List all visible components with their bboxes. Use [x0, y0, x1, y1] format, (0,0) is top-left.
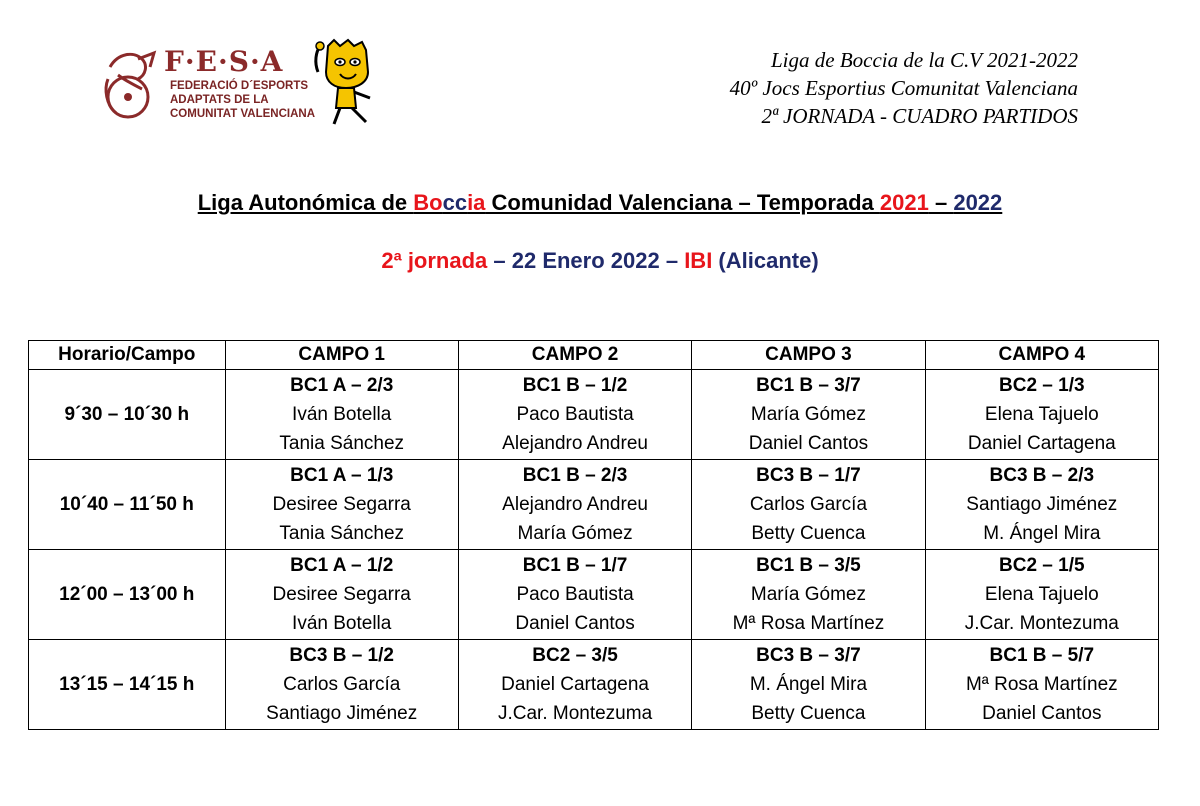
- match-cell: [458, 370, 691, 460]
- player-name: Betty Cuenca: [751, 703, 866, 724]
- player-name: Tania Sánchez: [279, 433, 405, 454]
- match-code: BC2 – 3/5: [532, 645, 618, 666]
- player-name: Daniel Cartagena: [967, 433, 1116, 454]
- schedule-table: [28, 340, 1159, 730]
- player-name: Mª Rosa Martínez: [965, 674, 1118, 695]
- match-code: BC1 B – 1/2: [522, 375, 628, 396]
- column-header: CAMPO 2: [458, 341, 691, 370]
- player-name: Iván Botella: [292, 613, 392, 634]
- player-name: María Gómez: [750, 584, 866, 605]
- match-cell: [225, 370, 458, 460]
- player-name: Desiree Segarra: [272, 584, 411, 605]
- title-cc: cc: [442, 190, 468, 215]
- time-slot: 12´00 – 13´00 h: [29, 550, 226, 640]
- match-cell: [692, 550, 925, 640]
- player-name: Daniel Cantos: [982, 703, 1102, 724]
- document-header: [730, 46, 1078, 130]
- title-year-2: 2022: [953, 190, 1003, 215]
- match-cell: [692, 460, 925, 550]
- column-header: CAMPO 3: [692, 341, 925, 370]
- player-name: María Gómez: [750, 404, 866, 425]
- player-name: Paco Bautista: [516, 404, 634, 425]
- player-name: Carlos García: [749, 494, 868, 515]
- match-cell: [925, 460, 1158, 550]
- match-cell: [225, 550, 458, 640]
- title-year-1: 2021: [879, 190, 929, 215]
- player-name: Mª Rosa Martínez: [732, 613, 885, 634]
- player-name: J.Car. Montezuma: [964, 613, 1119, 634]
- match-code: BC3 B – 1/7: [756, 465, 861, 486]
- fesa-line: FEDERACIÓ D´ESPORTS: [170, 80, 309, 92]
- column-header: CAMPO 4: [925, 341, 1158, 370]
- page-subtitle: [0, 248, 1200, 274]
- fesa-brand: F·E·S·A: [164, 45, 284, 78]
- match-cell: [925, 640, 1158, 730]
- player-name: Daniel Cantos: [515, 613, 635, 634]
- match-cell: [925, 370, 1158, 460]
- match-code: BC3 B – 3/7: [756, 645, 861, 666]
- fesa-subtitle: [170, 79, 315, 121]
- header-games: 40º Jocs Esportius Comunitat Valenciana: [729, 76, 1078, 100]
- table-row: [29, 460, 1159, 550]
- match-code: BC2 – 1/5: [999, 555, 1085, 576]
- match-code: BC1 A – 2/3: [290, 375, 394, 396]
- subtitle-date: – 22 Enero 2022 –: [487, 248, 685, 273]
- match-code: BC2 – 1/3: [999, 375, 1085, 396]
- match-code: BC1 A – 1/3: [290, 465, 394, 486]
- title-text-2: Comunidad Valenciana – Temporada: [485, 190, 880, 215]
- match-code: BC3 B – 1/2: [289, 645, 394, 666]
- match-code: BC1 B – 5/7: [989, 645, 1095, 666]
- wheelchair-emblem-icon: [98, 45, 160, 123]
- player-name: M. Ángel Mira: [749, 674, 868, 695]
- player-name: Santiago Jiménez: [266, 703, 418, 724]
- title-bo: Bo: [413, 190, 443, 215]
- column-header: Horario/Campo: [29, 341, 226, 370]
- player-name: Tania Sánchez: [279, 523, 405, 544]
- player-name: Santiago Jiménez: [966, 494, 1118, 515]
- table-row: [29, 640, 1159, 730]
- player-name: Paco Bautista: [516, 584, 634, 605]
- match-cell: [458, 460, 691, 550]
- column-header: CAMPO 1: [225, 341, 458, 370]
- match-code: BC1 B – 1/7: [522, 555, 628, 576]
- match-cell: [692, 370, 925, 460]
- player-name: Elena Tajuelo: [984, 404, 1099, 425]
- player-name: María Gómez: [517, 523, 633, 544]
- title-ia: ia: [467, 190, 486, 215]
- header-round: 2ª JORNADA - CUADRO PARTIDOS: [761, 104, 1078, 128]
- player-name: Daniel Cartagena: [501, 674, 649, 695]
- table-row: [29, 370, 1159, 460]
- match-cell: [458, 550, 691, 640]
- player-name: Alejandro Andreu: [502, 494, 648, 515]
- time-slot: 10´40 – 11´50 h: [29, 460, 226, 550]
- player-name: Daniel Cantos: [748, 433, 869, 454]
- title-dash: –: [928, 190, 954, 215]
- table-header-row: [29, 341, 1159, 370]
- subtitle-jornada: 2ª jornada: [381, 248, 488, 273]
- match-cell: [225, 460, 458, 550]
- page-title: [0, 190, 1200, 216]
- match-cell: [692, 640, 925, 730]
- time-slot: 9´30 – 10´30 h: [29, 370, 226, 460]
- mascot-icon: [310, 38, 382, 126]
- table-row: [29, 550, 1159, 640]
- time-slot: 13´15 – 14´15 h: [29, 640, 226, 730]
- fesa-logo: [98, 45, 316, 125]
- player-name: J.Car. Montezuma: [497, 703, 653, 724]
- match-cell: [225, 640, 458, 730]
- match-code: BC1 B – 3/7: [756, 375, 861, 396]
- match-code: BC3 B – 2/3: [989, 465, 1095, 486]
- player-name: Iván Botella: [292, 404, 392, 425]
- player-name: M. Ángel Mira: [983, 523, 1101, 544]
- title-text: Liga Autonómica de: [197, 190, 414, 215]
- player-name: Betty Cuenca: [751, 523, 866, 544]
- match-code: BC1 A – 1/2: [290, 555, 394, 576]
- header-league: Liga de Boccia de la C.V 2021-2022: [771, 48, 1078, 72]
- fesa-line: ADAPTATS DE LA: [170, 94, 269, 106]
- player-name: Elena Tajuelo: [984, 584, 1099, 605]
- match-cell: [458, 640, 691, 730]
- fesa-line: COMUNITAT VALENCIANA: [170, 108, 316, 120]
- subtitle-city: IBI: [684, 248, 713, 273]
- subtitle-province: (Alicante): [712, 248, 819, 273]
- player-name: Alejandro Andreu: [502, 433, 648, 454]
- match-cell: [925, 550, 1158, 640]
- match-code: BC1 B – 2/3: [522, 465, 628, 486]
- match-code: BC1 B – 3/5: [756, 555, 861, 576]
- player-name: Carlos García: [283, 674, 401, 695]
- player-name: Desiree Segarra: [272, 494, 411, 515]
